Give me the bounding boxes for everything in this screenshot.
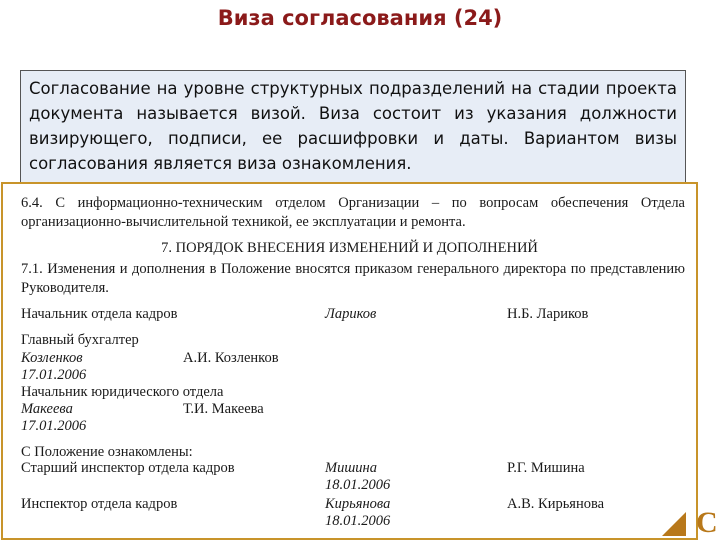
acquaintance-date: 18.01.2006 (325, 513, 391, 529)
paragraph-7-1: 7.1. Изменения и дополнения в Положение вносятся приказом генерального директора по представлению Руководителя. (21, 261, 685, 296)
visa-position: Начальник юридического отдела (21, 384, 224, 400)
visa-signature: Козленков (21, 350, 83, 366)
acquaintance-position: Инспектор отдела кадров (21, 496, 178, 512)
definition-text: Согласование на уровне структурных подразделений на стадии проекта документа называется визой. Виза состоит из указания должности визирующего, подписи, ее расшифровки и даты. Вариантом визы согласования является виза ознакомления. (29, 79, 677, 173)
visa-position: Начальник отдела кадров (21, 306, 178, 322)
corner-letter: С (696, 506, 718, 539)
acquaintance-signature: Кирьянова (325, 496, 391, 512)
acquaintance-date: 18.01.2006 (325, 477, 391, 493)
visa-date: 17.01.2006 (21, 418, 87, 434)
definition-box (20, 70, 686, 200)
visa-position: Главный бухгалтер (21, 332, 139, 348)
visa-signature: Макеева (21, 401, 73, 417)
paragraph-6-4: 6.4. С информационно-техническим отделом Организации – по вопросам обеспечения Отдела организационно-вычислительной техникой, ее эксплуатации и ремонта. (21, 195, 685, 230)
acquaintance-signature: Мишина (325, 460, 377, 476)
acquaintance-name: Р.Г. Мишина (507, 460, 585, 476)
visa-name: Т.И. Макеева (183, 401, 264, 417)
visa-date: 17.01.2006 (21, 367, 87, 383)
document-scan (1, 182, 698, 540)
acquaintance-position: Старший инспектор отдела кадров (21, 460, 235, 476)
visa-name: Н.Б. Лариков (507, 306, 589, 322)
visa-signature: Лариков (325, 306, 377, 322)
corner-decoration (662, 512, 686, 536)
slide-title: Виза согласования (24) (217, 6, 503, 30)
acquaintance-name: А.В. Кирьянова (507, 496, 605, 512)
visa-name: А.И. Козленков (183, 350, 279, 366)
acquaintance-heading: С Положение ознакомлены: (21, 444, 193, 460)
section-7-heading: 7. ПОРЯДОК ВНЕСЕНИЯ ИЗМЕНЕНИЙ И ДОПОЛНЕНИЙ (161, 240, 538, 256)
